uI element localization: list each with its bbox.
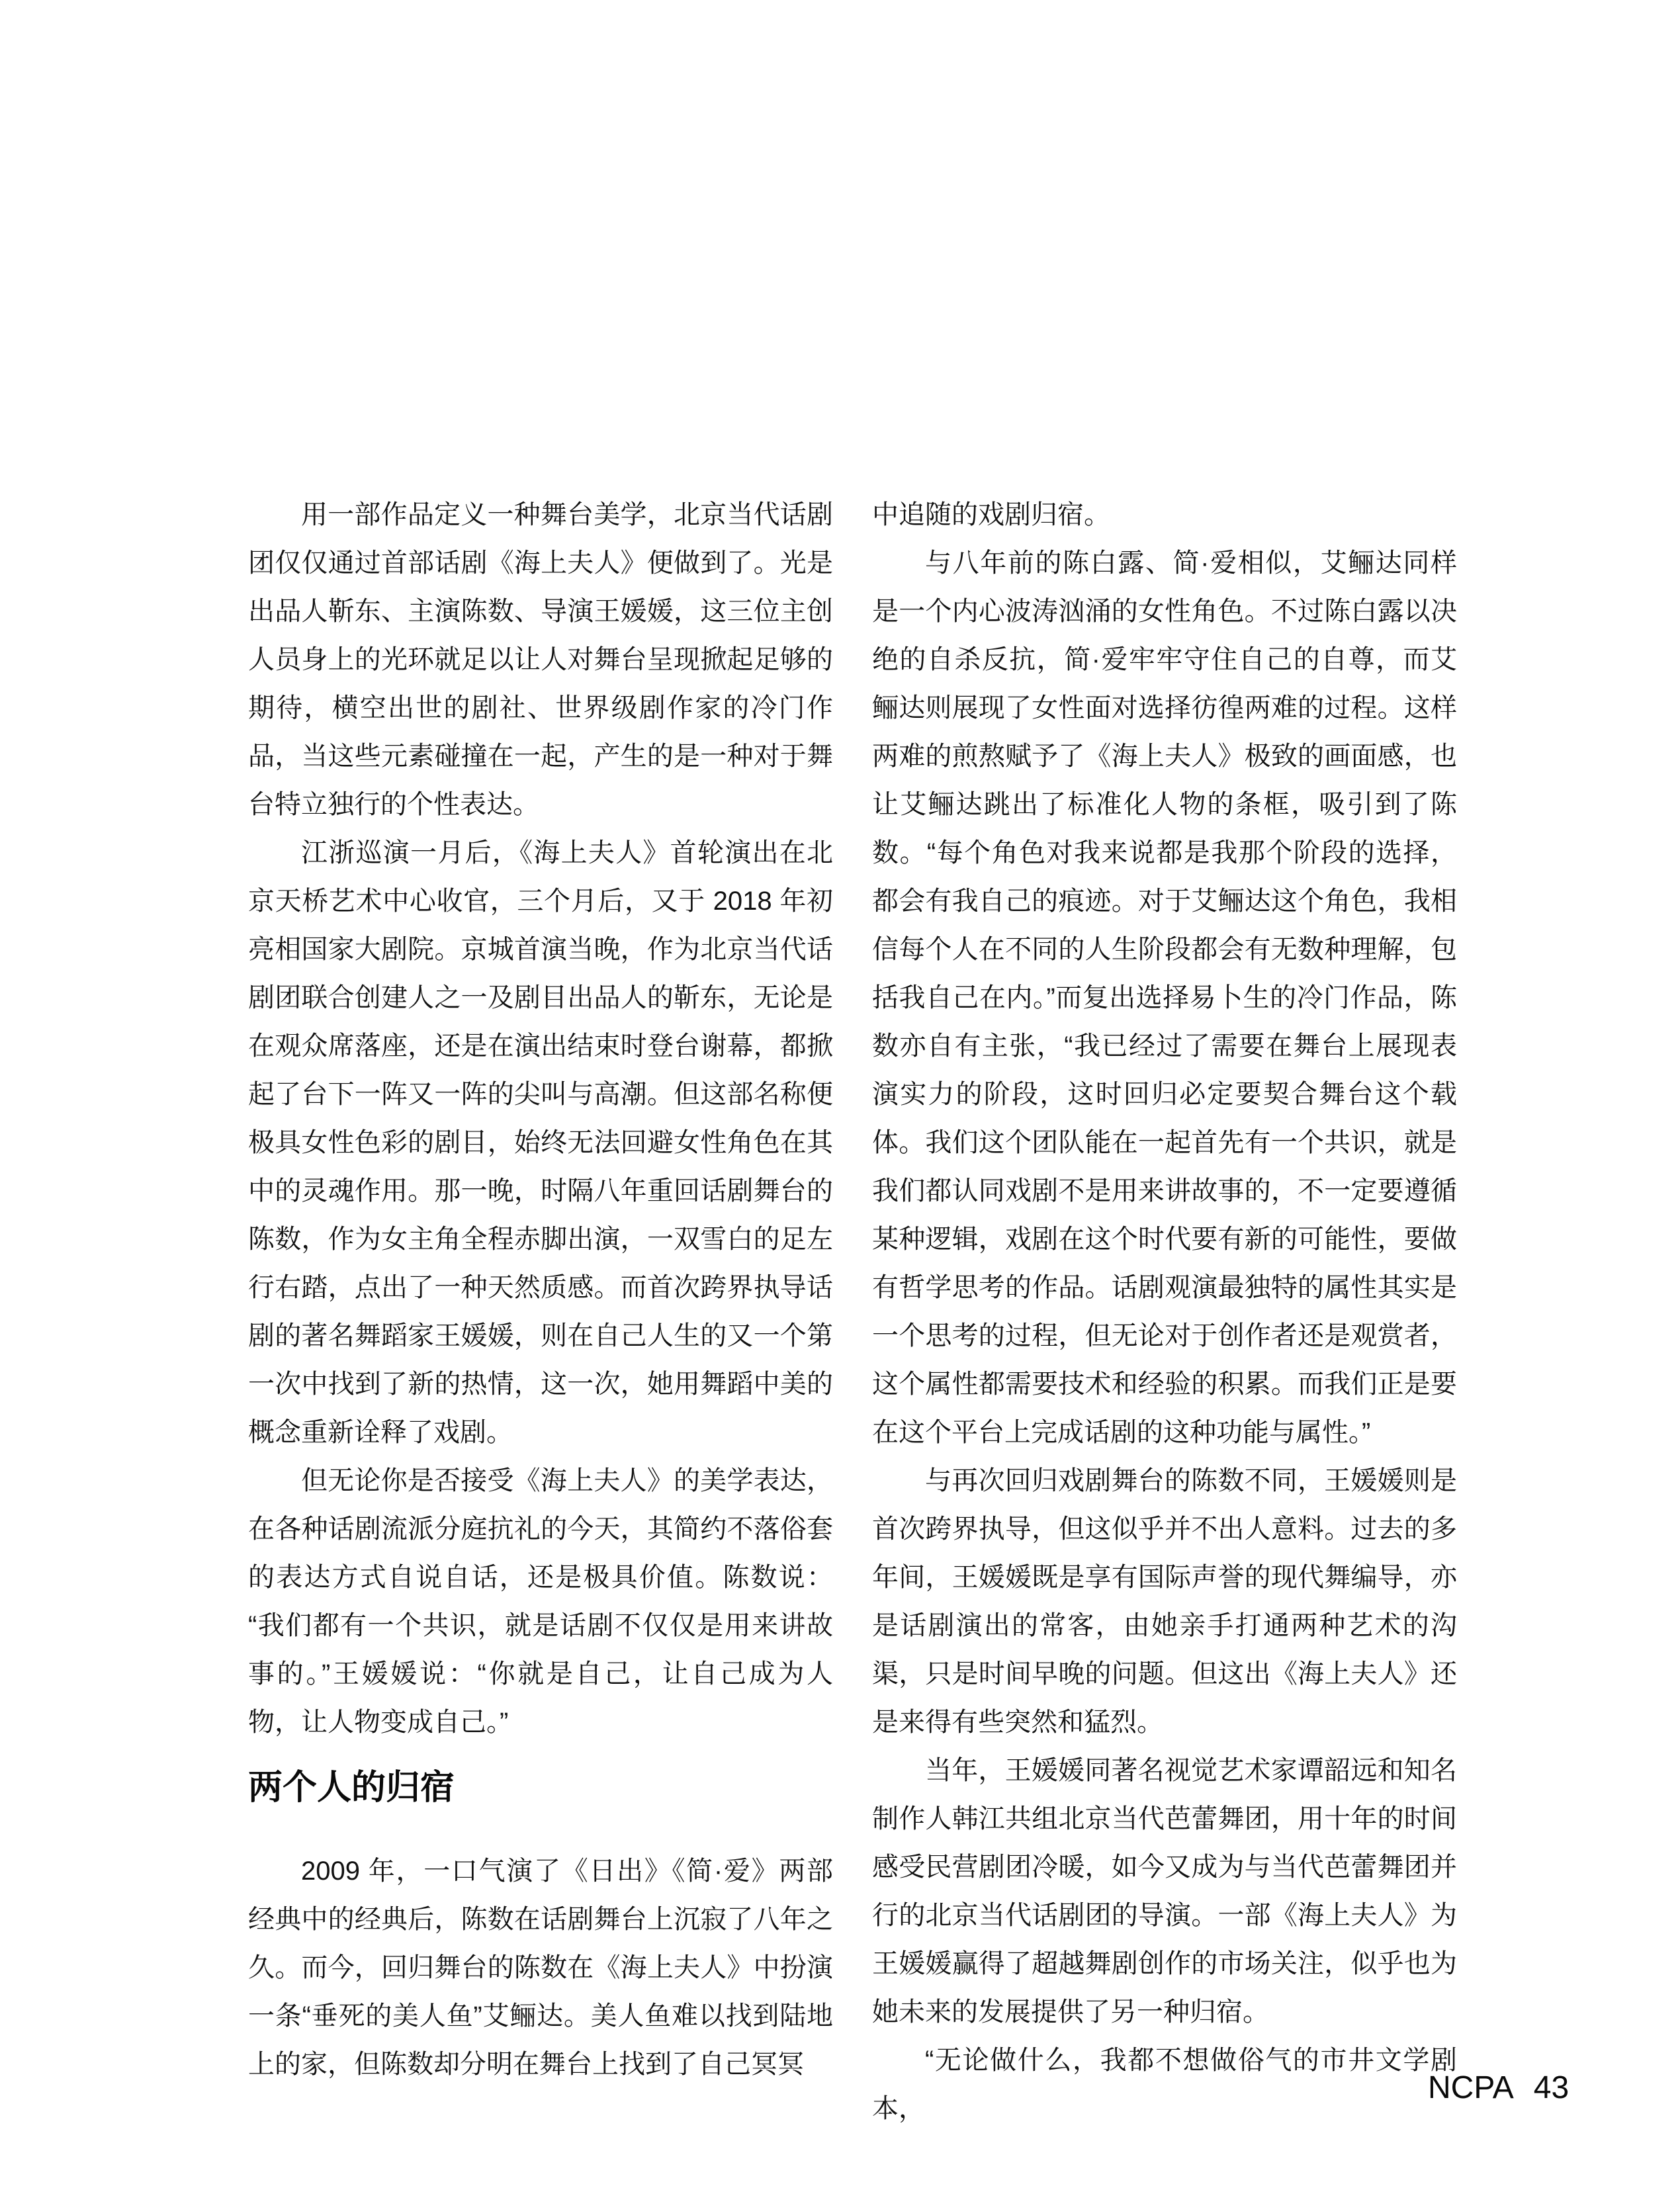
text-column-left — [248, 491, 833, 2089]
page-number — [1428, 2071, 1569, 2105]
paragraph: 江浙巡演一月后，《海上夫人》首轮演出在北京天桥艺术中心收官，三个月后，又于 2018 年初亮相国家大剧院。京城首演当晚，作为北京当代话剧团联合创建人之一及剧目出品人的靳东，无论是在观众席落座，还是在演出结束时登台谢幕，都掀起了台下一阵又一阵的尖叫与高潮。但这部名称便极具女性色彩的剧目，始终无法回避女性角色在其中的灵魂作用。那一晚，时隔八年重回话剧舞台的陈数，作为女主角全程赤脚出演，一双雪白的足左行右踏，点出了一种天然质感。而首次跨界执导话剧的著名舞蹈家王媛媛，则在自己人生的又一个第一次中找到了新的热情，这一次，她用舞蹈中美的概念重新诠释了戏剧。 — [248, 838, 833, 1447]
section-heading: 两个人的归宿 — [248, 1769, 455, 1807]
page-number-value: 43 — [1533, 2070, 1569, 2105]
paragraph: 但无论你是否接受《海上夫人》的美学表达，在各种话剧流派分庭抗礼的今天，其简约不落俗套的表达方式自说自话，还是极具价值。陈数说：“我们都有一个共识，就是话剧不仅仅是用来讲故事的。”王媛媛说：“你就是自己，让自己成为人物，让人物变成自己。” — [248, 1466, 833, 1737]
paragraph: “无论做什么，我都不想做俗气的市井文学剧本， — [872, 2046, 1457, 2123]
paragraph: 与再次回归戏剧舞台的陈数不同，王媛媛则是首次跨界执导，但这似乎并不出人意料。过去的多年间，王媛媛既是享有国际声誉的现代舞编导，亦是话剧演出的常客，由她亲手打通两种艺术的沟渠，只是时间早晚的问题。但这出《海上夫人》还是来得有些突然和猛烈。 — [872, 1466, 1457, 1737]
paragraph: 2009 年，一口气演了《日出》《简·爱》两部经典中的经典后，陈数在话剧舞台上沉寂了八年之久。而今，回归舞台的陈数在《海上夫人》中扮演一条“垂死的美人鱼”艾鲡达。美人鱼难以找到陆地上的家，但陈数却分明在舞台上找到了自己冥冥 — [248, 1857, 833, 2079]
magazine-brand-label: NCPA — [1428, 2070, 1514, 2105]
text-column-right — [872, 491, 1457, 2133]
paragraph: 当年，王媛媛同著名视觉艺术家谭韶远和知名制作人韩江共组北京当代芭蕾舞团，用十年的时间感受民营剧团冷暖，如今又成为与当代芭蕾舞团并行的北京当代话剧团的导演。一部《海上夫人》为王媛媛赢得了超越舞剧创作的市场关注，似乎也为她未来的发展提供了另一种归宿。 — [872, 1756, 1457, 2027]
paragraph-continuation: 中追随的戏剧归宿。 — [872, 500, 1110, 529]
paragraph: 用一部作品定义一种舞台美学，北京当代话剧团仅仅通过首部话剧《海上夫人》便做到了。光是出品人靳东、主演陈数、导演王媛媛，这三位主创人员身上的光环就足以让人对舞台呈现掀起足够的期待，横空出世的剧社、世界级剧作家的冷门作品，当这些元素碰撞在一起，产生的是一种对于舞台特立独行的个性表达。 — [248, 500, 833, 819]
paragraph: 与八年前的陈白露、简·爱相似，艾鲡达同样是一个内心波涛汹涌的女性角色。不过陈白露以决绝的自杀反抗，简·爱牢牢守住自己的自尊，而艾鲡达则展现了女性面对选择彷徨两难的过程。这样两难的煎熬赋予了《海上夫人》极致的画面感，也让艾鲡达跳出了标准化人物的条框，吸引到了陈数。“每个角色对我来说都是我那个阶段的选择，都会有我自己的痕迹。对于艾鲡达这个角色，我相信每个人在不同的人生阶段都会有无数种理解，包括我自己在内。”而复出选择易卜生的冷门作品，陈数亦自有主张，“我已经过了需要在舞台上展现表演实力的阶段，这时回归必定要契合舞台这个载体。我们这个团队能在一起首先有一个共识，就是我们都认同戏剧不是用来讲故事的，不一定要遵循某种逻辑，戏剧在这个时代要有新的可能性，要做有哲学思考的作品。话剧观演最独特的属性其实是一个思考的过程，但无论对于创作者还是观赏者，这个属性都需要技术和经验的积累。而我们正是要在这个平台上完成话剧的这种功能与属性。” — [872, 548, 1457, 1447]
